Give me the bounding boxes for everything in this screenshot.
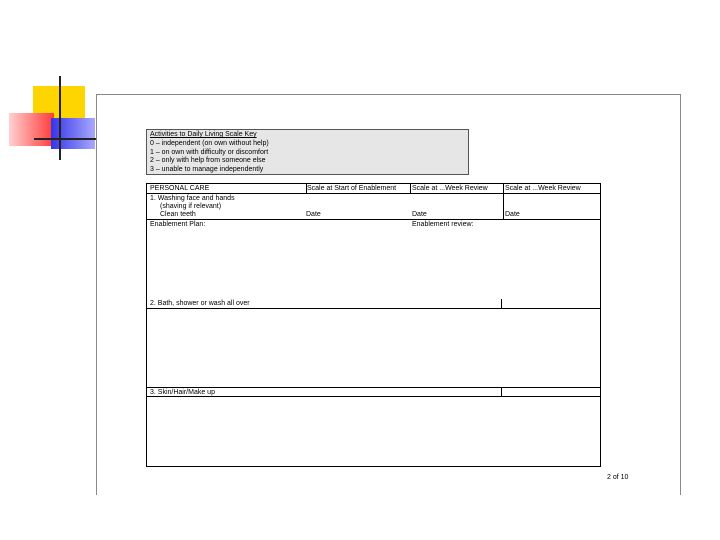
header-scale-start: Scale at Start of Enablement [307,185,397,192]
item-skin-title: 3. Skin/Hair/Make up [150,389,215,396]
row-divider [147,219,600,220]
enablement-plan-label: Enablement Plan: [150,221,206,228]
personal-care-table [146,183,601,467]
item-bath-title: 2. Bath, shower or wash all over [150,300,250,307]
scale-key-line: 2 – only with help from someone else [150,157,266,165]
scale-key-title: Activities to Daily Living Scale Key [150,131,257,138]
item-washing-sub: Clean teeth [160,211,196,218]
scale-key-box [146,129,469,175]
header-personal-care: PERSONAL CARE [150,185,210,192]
date-label: Date [412,211,427,218]
corner-logo [0,0,110,170]
red-square [9,113,54,146]
enablement-review-label: Enablement review: [412,221,474,228]
blue-square [51,118,95,149]
vertical-line [59,76,61,160]
horizontal-line [34,138,96,140]
item-washing-sub: (shaving if relevant) [160,203,222,210]
col-divider [410,184,411,193]
header-scale-week-review: Scale at ...Week Review [412,185,488,192]
col-divider [501,299,502,308]
scale-key-line: 3 – unable to manage independently [150,166,264,174]
scale-key-line: 0 – independent (on own without help) [150,139,269,147]
scale-key-line: 1 – on own with difficulty or discomfort [150,148,269,156]
date-label: Date [306,211,321,218]
row-divider [147,387,600,388]
col-divider [501,387,502,396]
page-number: 2 of 10 [607,474,629,481]
date-label: Date [505,211,520,218]
item-washing-title: 1. Washing face and hands [150,195,235,202]
col-divider [503,184,504,219]
row-divider [147,193,600,194]
row-divider [147,308,600,309]
header-scale-week-review: Scale at ...Week Review [505,185,581,192]
